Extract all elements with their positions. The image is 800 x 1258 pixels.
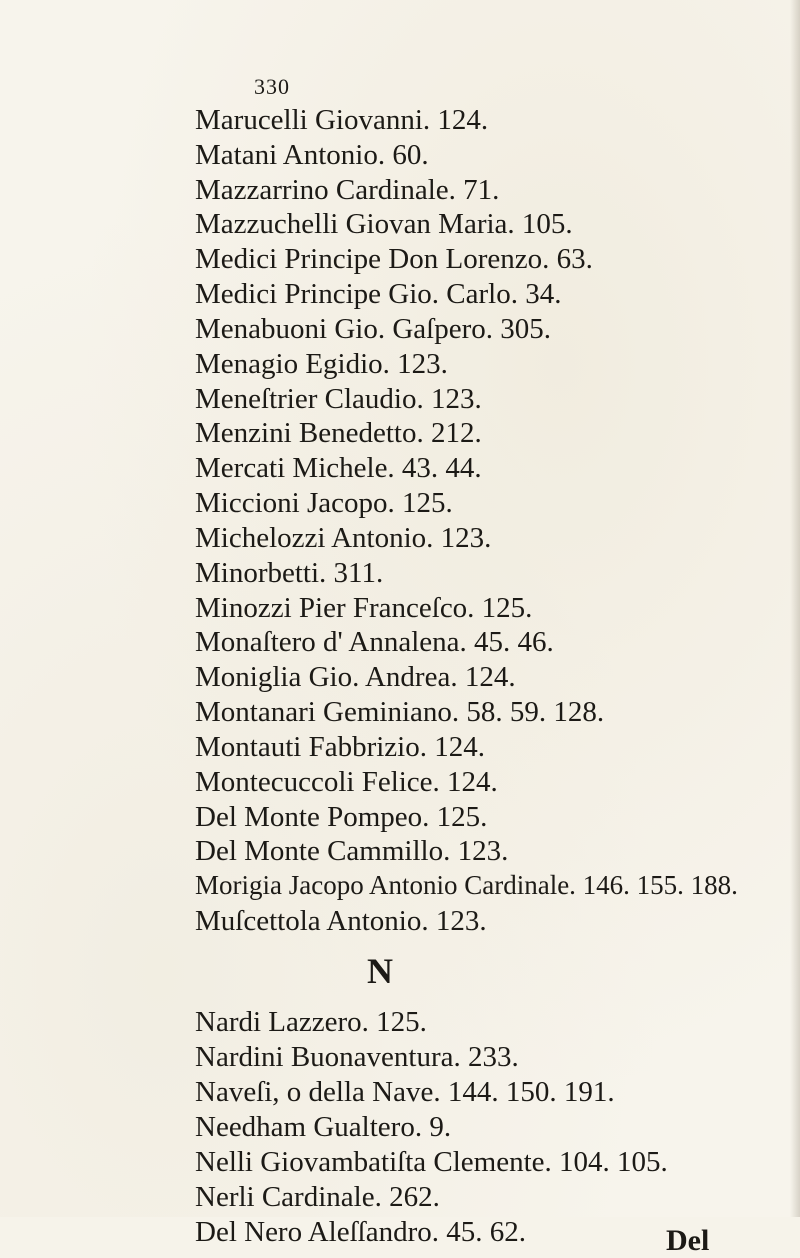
index-entry: Monaſtero d' Annalena. 45. 46.: [195, 626, 554, 658]
index-entry: Minorbetti. 311.: [195, 557, 384, 589]
page-edge-shadow: [790, 0, 800, 1217]
index-entry: Medici Principe Gio. Carlo. 34.: [195, 278, 562, 310]
index-entry: Mazzarrino Cardinale. 71.: [195, 174, 500, 206]
index-entry: Nardi Lazzero. 125.: [195, 1006, 427, 1038]
index-entry: Naveſi, o della Nave. 144. 150. 191.: [195, 1076, 615, 1108]
index-entry: Mazzuchelli Giovan Maria. 105.: [195, 208, 573, 240]
section-letter: N: [367, 951, 393, 991]
page-number: 330: [254, 74, 290, 99]
index-entry: Montecuccoli Felice. 124.: [195, 766, 498, 798]
index-entry: Montanari Geminiano. 58. 59. 128.: [195, 696, 605, 728]
index-entry: Muſcettola Antonio. 123.: [195, 905, 487, 937]
index-entry: Menzini Benedetto. 212.: [195, 417, 482, 449]
index-entry: Mercati Michele. 43. 44.: [195, 452, 482, 484]
index-entry: Menagio Egidio. 123.: [195, 348, 448, 380]
index-entry: Menabuoni Gio. Gaſpero. 305.: [195, 313, 551, 345]
index-entry: Nerli Cardinale. 262.: [195, 1181, 440, 1213]
index-entry: Nelli Giovambatiſta Clemente. 104. 105.: [195, 1146, 668, 1178]
catchword: Del: [666, 1224, 710, 1257]
index-entry: Moniglia Gio. Andrea. 124.: [195, 661, 516, 693]
index-entry: Marucelli Giovanni. 124.: [195, 104, 489, 136]
index-entry: Montauti Fabbrizio. 124.: [195, 731, 485, 763]
index-entry: Miccioni Jacopo. 125.: [195, 487, 453, 519]
index-entry: Minozzi Pier Franceſco. 125.: [195, 592, 533, 624]
index-entry: Matani Antonio. 60.: [195, 139, 429, 171]
index-entry: Medici Principe Don Lorenzo. 63.: [195, 243, 593, 275]
index-entry: Nardini Buonaventura. 233.: [195, 1041, 519, 1073]
index-entry: Needham Gualtero. 9.: [195, 1111, 452, 1143]
index-entry: Del Monte Pompeo. 125.: [195, 801, 488, 833]
index-entry: Meneſtrier Claudio. 123.: [195, 383, 482, 415]
index-entry: Morigia Jacopo Antonio Cardinale. 146. 155. 188.: [195, 870, 738, 900]
index-entry: Del Nero Aleſſandro. 45. 62.: [195, 1216, 527, 1248]
index-entry: Del Monte Cammillo. 123.: [195, 835, 509, 867]
index-entry: Michelozzi Antonio. 123.: [195, 522, 492, 554]
